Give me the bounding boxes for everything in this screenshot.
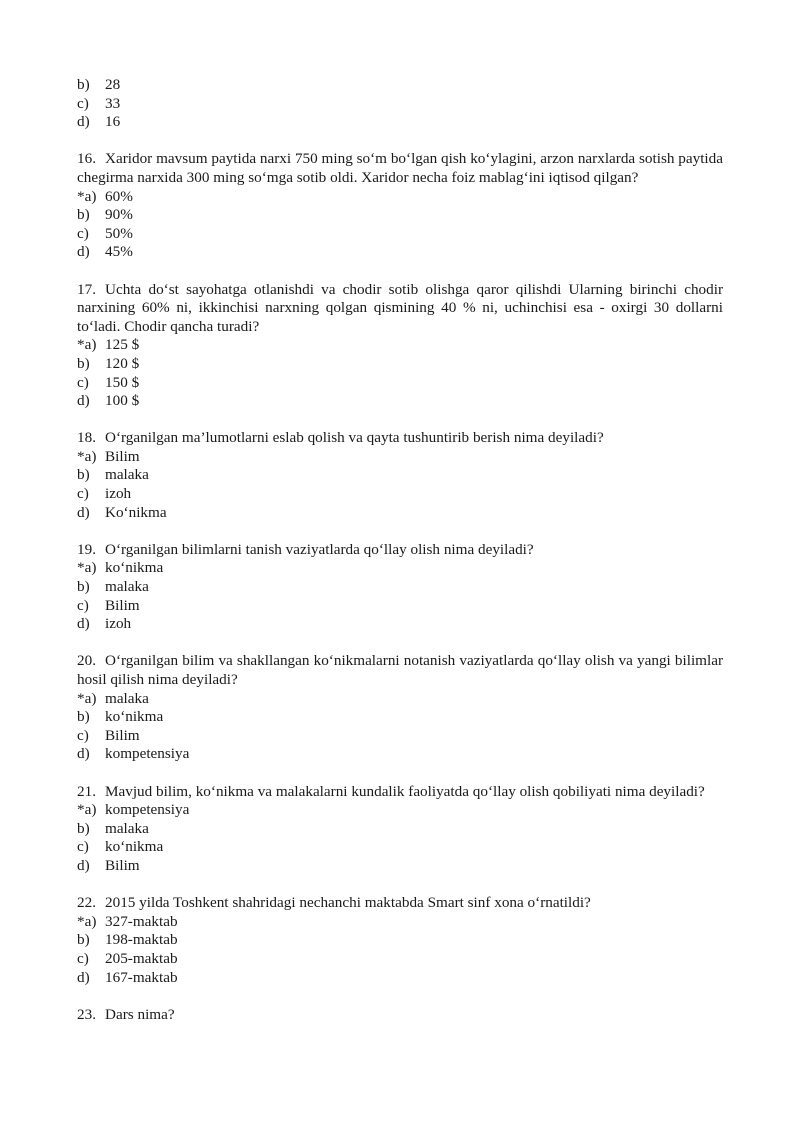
- option-row: [77, 485, 723, 504]
- option-text: malaka: [105, 689, 149, 707]
- question-body: Xaridor mavsum paytida narxi 750 ming so‘m bo‘lgan qish ko‘ylagini, arzon narxlarda sotish paytida chegirma narxida 300 ming so‘mga sotib oldi. Xaridor necha foiz mablag‘ini iqtisod qilgan?: [77, 150, 723, 186]
- option-letter: c): [77, 224, 89, 242]
- option-text: kompetensiya: [105, 801, 190, 819]
- option-text: izoh: [105, 615, 132, 633]
- option-text: malaka: [105, 466, 149, 484]
- question-text: [77, 652, 723, 689]
- option-text: 50%: [105, 224, 133, 242]
- option-letter: c): [77, 94, 89, 112]
- option-row: [77, 690, 723, 709]
- option-letter: b): [77, 206, 90, 224]
- option-letter: b): [77, 354, 90, 372]
- option-letter: d): [77, 503, 90, 521]
- option-letter: *a): [77, 912, 97, 930]
- question-text: [77, 281, 723, 337]
- option-row: [77, 578, 723, 597]
- option-row: [77, 913, 723, 932]
- option-letter: *a): [77, 447, 97, 465]
- option-row: [77, 727, 723, 746]
- question-body: O‘rganilgan ma’lumotlarni eslab qolish va qayta tushuntirib berish nima deyiladi?: [105, 429, 604, 447]
- question-body: Uchta do‘st sayohatga otlanishdi va chodir sotib olishga qaror qilishdi Ularning birinchi chodir narxining 60% ni, ikkinchisi narxning qolgan qismining 40 % ni, uchinchisi esa - oxirgi 30 dollarni to‘ladi. Chodir qancha turadi?: [77, 280, 723, 335]
- document-page: [77, 76, 723, 1043]
- option-letter: d): [77, 113, 90, 131]
- option-text: 16: [105, 113, 121, 131]
- option-letter: c): [77, 596, 89, 614]
- option-text: 327-maktab: [105, 912, 178, 930]
- option-row: [77, 969, 723, 988]
- option-letter: *a): [77, 689, 97, 707]
- option-row: [77, 466, 723, 485]
- option-text: ko‘nikma: [105, 708, 164, 726]
- option-text: 33: [105, 94, 121, 112]
- option-text: 205-maktab: [105, 949, 178, 967]
- option-letter: *a): [77, 559, 97, 577]
- option-row: [77, 113, 723, 132]
- option-letter: *a): [77, 801, 97, 819]
- option-row: [77, 857, 723, 876]
- option-text: malaka: [105, 578, 149, 596]
- option-text: 198-maktab: [105, 931, 178, 949]
- option-row: [77, 931, 723, 950]
- option-letter: c): [77, 726, 89, 744]
- option-letter: d): [77, 856, 90, 874]
- question-text: [77, 1006, 723, 1025]
- option-letter: b): [77, 819, 90, 837]
- question-number: 19.: [77, 540, 96, 558]
- option-text: Bilim: [105, 726, 140, 744]
- option-letter: *a): [77, 336, 97, 354]
- option-row: [77, 615, 723, 634]
- option-letter: b): [77, 931, 90, 949]
- question-number: 23.: [77, 1005, 96, 1023]
- question-number: 22.: [77, 894, 96, 912]
- question-16: [77, 150, 723, 262]
- option-text: Bilim: [105, 447, 140, 465]
- option-row: [77, 448, 723, 467]
- option-letter: d): [77, 968, 90, 986]
- option-letter: b): [77, 708, 90, 726]
- option-letter: d): [77, 392, 90, 410]
- option-row: [77, 225, 723, 244]
- question-number: 16.: [77, 150, 96, 168]
- option-letter: c): [77, 373, 89, 391]
- option-text: malaka: [105, 819, 149, 837]
- question-body: 2015 yilda Toshkent shahridagi nechanchi maktabda Smart sinf xona o‘rnatildi?: [105, 894, 591, 912]
- option-row: [77, 838, 723, 857]
- question-18: [77, 429, 723, 522]
- option-text: 120 $: [105, 354, 140, 372]
- question-text: [77, 150, 723, 187]
- question-text: [77, 429, 723, 448]
- question-text: [77, 894, 723, 913]
- option-text: ko‘nikma: [105, 838, 164, 856]
- option-row: [77, 392, 723, 411]
- option-letter: b): [77, 578, 90, 596]
- question-body: O‘rganilgan bilimlarni tanish vaziyatlarda qo‘llay olish nima deyiladi?: [105, 540, 534, 558]
- option-row: [77, 206, 723, 225]
- option-letter: d): [77, 615, 90, 633]
- option-text: kompetensiya: [105, 745, 190, 763]
- question-number: 18.: [77, 429, 96, 447]
- option-row: [77, 559, 723, 578]
- option-row: [77, 243, 723, 262]
- question-body: O‘rganilgan bilim va shakllangan ko‘nikmalarni notanish vaziyatlarda qo‘llay olish va yangi bilimlar hosil qilish nima deyiladi?: [77, 652, 723, 688]
- option-row: [77, 95, 723, 114]
- option-row: [77, 336, 723, 355]
- option-text: 167-maktab: [105, 968, 178, 986]
- option-text: 90%: [105, 206, 133, 224]
- option-text: ko‘nikma: [105, 559, 164, 577]
- option-text: izoh: [105, 485, 132, 503]
- option-row: [77, 597, 723, 616]
- question-23: [77, 1006, 723, 1025]
- option-text: Bilim: [105, 596, 140, 614]
- question-21: [77, 783, 723, 876]
- option-text: 60%: [105, 187, 133, 205]
- option-row: [77, 504, 723, 523]
- option-row: [77, 374, 723, 393]
- option-letter: c): [77, 838, 89, 856]
- question-17: [77, 281, 723, 411]
- option-text: 125 $: [105, 336, 140, 354]
- question-body: Mavjud bilim, ko‘nikma va malakalarni kundalik faoliyatda qo‘llay olish qobiliyati nima deyiladi?: [105, 782, 705, 800]
- option-text: 150 $: [105, 373, 140, 391]
- option-letter: d): [77, 745, 90, 763]
- question-number: 21.: [77, 782, 96, 800]
- option-text: 28: [105, 76, 121, 93]
- question-19: [77, 541, 723, 634]
- question-number: 20.: [77, 652, 96, 670]
- option-row: [77, 188, 723, 207]
- option-letter: b): [77, 466, 90, 484]
- question-20: [77, 652, 723, 764]
- option-row: [77, 745, 723, 764]
- question-22: [77, 894, 723, 987]
- option-letter: *a): [77, 187, 97, 205]
- option-row: [77, 708, 723, 727]
- option-row: [77, 801, 723, 820]
- option-row: [77, 820, 723, 839]
- option-text: 100 $: [105, 392, 140, 410]
- carryover-options: [77, 76, 723, 132]
- question-text: [77, 541, 723, 560]
- option-text: 45%: [105, 243, 133, 261]
- question-number: 17.: [77, 280, 96, 298]
- option-letter: c): [77, 949, 89, 967]
- question-text: [77, 783, 723, 802]
- option-letter: d): [77, 243, 90, 261]
- option-row: [77, 76, 723, 95]
- option-text: Ko‘nikma: [105, 503, 167, 521]
- option-letter: c): [77, 485, 89, 503]
- option-row: [77, 355, 723, 374]
- question-body: Dars nima?: [105, 1005, 175, 1023]
- option-letter: b): [77, 76, 90, 93]
- option-text: Bilim: [105, 856, 140, 874]
- option-row: [77, 950, 723, 969]
